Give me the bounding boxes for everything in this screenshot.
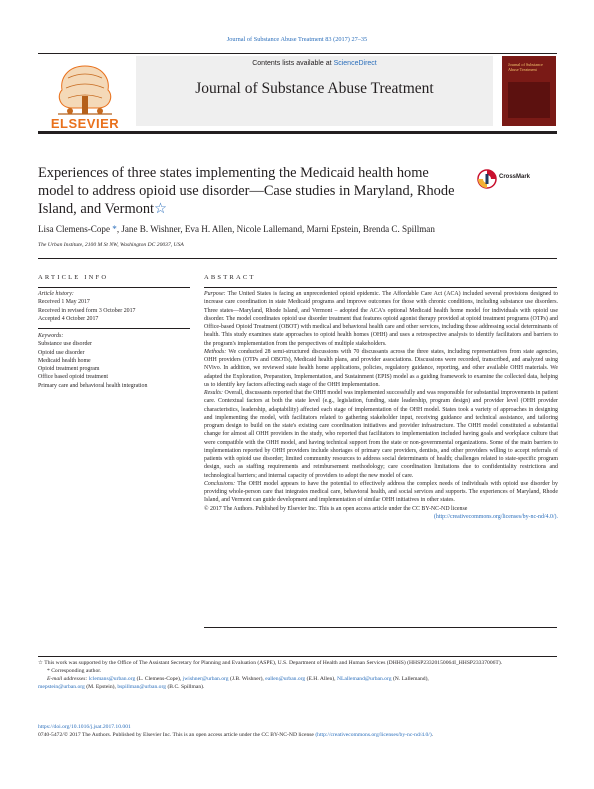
- footer-license-link[interactable]: (http://creativecommons.org/licenses/by-nc-nd/4.0/): [315, 732, 432, 738]
- header-divider: [38, 258, 557, 259]
- abstract-heading: ABSTRACT: [204, 274, 256, 281]
- abstract-methods: Methods: We conducted 28 semi-structured discussions with 70 discussants across the three states, including representatives from state agencies, OHH providers (OTPs and OBOTs), Medicaid health plans, and provider associations. Discussions were recorded, transcribed, and analyzed using NVivo. In addition, we reviewed state health home applications, policies, regulatory guidance, reporting, and other available OHH materials. We adapted the Exploration, Preparation, Implementation, and Sustainment (EPIS) model as a guiding framework to examine the collected data, helping us to identify key factors affecting each stage of the OHH implementation.: [204, 348, 558, 388]
- abstract-results: Results: Overall, discussants reported that the OHH model was implemented successfully and was responsible for substantial improvements in patient care. Contextual factors at both the state level (e.g., legislation, funding, state leadership, program design) and provider level (OHH provider characteristics, leadership, adaptability) affected each stage of implementation of the OHH model. States took a variety of approaches in designing and implementing the model, with facilitators related to gathering stakeholder input, receiving guidance and technical assistance, and tailoring program design to build on the state's existing care coordination initiatives and provider infrastructure. The OHH model constituted a substantial change for almost all OHH providers in the study, who reported that facilitators to implementation included having goals and workplace culture that were compatible with the OHH model, and having technical support from the state or non-governmental organizations. Some of the main barriers to implementation reported by OHH providers include shortages of primary care providers, dentists, and other providers willing to accept referrals of patients with opioid use disorder; limited community resources to address social determinants of health; challenges related to state-specific program design, such as staffing requirements and reimbursement methodology; care coordination limitations due to confidentiality restrictions and technological barriers; and internal capacity of providers to adopt the new model of care.: [204, 390, 558, 479]
- email-link[interactable]: bspillman@urban.org: [117, 683, 167, 690]
- abstract-bottom-rule: [204, 627, 557, 628]
- title-footnote-mark[interactable]: ☆: [154, 200, 167, 217]
- crossmark-label[interactable]: CrossMark: [499, 174, 531, 180]
- footnotes: [38, 660, 557, 692]
- abstract-conclusions: Conclusions: The OHH model appears to have the potential to effectively address the complex needs of individuals with opioid use disorder by providing whole-person care that integrates medical care, behavioral health, and social services and supports. The experiences of Maryland, Rhode Island, and Vermont can guide development and implementation of similar OHH initiatives in other states.: [204, 480, 558, 504]
- contents-availability: Contents lists available at ScienceDirect: [252, 60, 377, 67]
- abstract-body: [204, 290, 558, 521]
- email-addresses: E-mail addresses: lclemans@urban.org (L. Clemens-Cope), jwishner@urban.org (J.B. Wishner), eallen@urban.org (E.H. Allen), NLallemand@urban.org (N. Lallemand),: [47, 675, 429, 682]
- banner-bottom-rule: [38, 131, 557, 134]
- journal-cover-artwork: [508, 82, 550, 118]
- email-link[interactable]: eallen@urban.org: [265, 675, 306, 682]
- keywords-rule: [38, 328, 190, 329]
- banner-top-rule: [38, 53, 557, 54]
- email-link[interactable]: lclemans@urban.org: [88, 675, 136, 682]
- keyword-item: Opioid use disorder: [38, 349, 85, 356]
- issn-license-line: 0740-5472/© 2017 The Authors. Published by Elsevier Inc. This is an open access article under the CC BY-NC-ND license (http://creativecommons.org/licenses/by-nc-nd/4.0/).: [38, 732, 434, 738]
- journal-title[interactable]: Journal of Substance Abuse Treatment: [195, 80, 434, 97]
- keywords-label: Keywords:: [38, 333, 64, 339]
- article-title: Experiences of three states implementing the Medicaid health home model to address opioid use disorder—Case studies in Maryland, Rhode Island, and Vermont☆: [38, 165, 455, 217]
- corresponding-author-mark[interactable]: *: [112, 224, 117, 234]
- history-received: Received 1 May 2017: [38, 299, 90, 306]
- keyword-item: Medicaid health home: [38, 357, 91, 364]
- keyword-item: Opioid treatment program: [38, 366, 100, 373]
- funding-footnote: ☆ This work was supported by the Office of The Assistant Secretary for Planning and Evaluation (ASPE), U.S. Department of Health and Human Services (DHHS) (HHSP23320150064I_HHSP23337006T).: [38, 660, 503, 666]
- author-affiliation: The Urban Institute, 2100 M St NW, Washington DC 20037, USA: [38, 242, 184, 248]
- corresponding-footnote: * Corresponding author.: [47, 667, 102, 674]
- history-accepted: Accepted 4 October 2017: [38, 315, 99, 322]
- email-link[interactable]: NLallemand@urban.org: [336, 675, 392, 682]
- article-info-rule: [38, 287, 190, 288]
- article-info-heading: ARTICLE INFO: [38, 274, 109, 281]
- footnote-rule: [38, 656, 557, 657]
- license-link[interactable]: (http://creativecommons.org/licenses/by-nc-nd/4.0/).: [433, 513, 558, 520]
- license-statement: © 2017 The Authors. Published by Elsevier Inc. This is an open access article under the CC BY-NC-ND license: [204, 505, 468, 512]
- elsevier-wordmark: ELSEVIER: [50, 116, 120, 131]
- keyword-item: Office based opioid treatment: [38, 374, 109, 381]
- author-list: Lisa Clemens-Cope *, Jane B. Wishner, Eva H. Allen, Nicole Lallemand, Marni Epstein, Brenda C. Spillman: [38, 224, 435, 234]
- sciencedirect-link[interactable]: ScienceDirect: [333, 60, 377, 67]
- running-head[interactable]: Journal of Substance Abuse Treatment 83 (2017) 27–35: [226, 36, 368, 43]
- email-link[interactable]: jwishner@urban.org: [182, 675, 229, 682]
- journal-cover-title: Journal of Substance Abuse Treatment: [508, 62, 543, 72]
- history-label: Article history:: [38, 291, 74, 297]
- keyword-item: Substance use disorder: [38, 341, 92, 348]
- article-history: [38, 290, 190, 323]
- doi-link[interactable]: https://doi.org/10.1016/j.jsat.2017.10.001: [38, 724, 131, 730]
- email-link[interactable]: mepstein@urban.org: [38, 683, 85, 690]
- keywords-list: [38, 332, 190, 390]
- email-addresses-continued: mepstein@urban.org (M. Epstein), bspillman@urban.org (B.C. Spillman).: [38, 683, 205, 690]
- keyword-item: Primary care and behavioral health integration: [38, 382, 148, 389]
- history-revised: Received in revised form 3 October 2017: [38, 307, 136, 314]
- abstract-purpose: Purpose: The United States is facing an unprecedented opioid epidemic. The Affordable Care Act (ACA) included several provisions designed to increase care coordination in state Medicaid programs and improve outcomes for those with chronic conditions, including substance use disorders. Three states—Maryland, Rhode Island, and Vermont – adopted the ACA's optional Medicaid health home model for individuals with opioid use disorder. The model coordinates opioid use disorder treatment that features opioid agonist therapy provided at opioid treatment programs (OTPs) and Office-based Opioid Treatment (OBOT) with medical and behavioral health care and other services, including those addressing social determinants of health. This study examines state approaches to opioid health homes (OHH) and uses a retrospective analysis to identify facilitators and barriers to the program's implementation from the perspectives of multiple stakeholders.: [204, 291, 558, 347]
- abstract-rule: [204, 287, 557, 288]
